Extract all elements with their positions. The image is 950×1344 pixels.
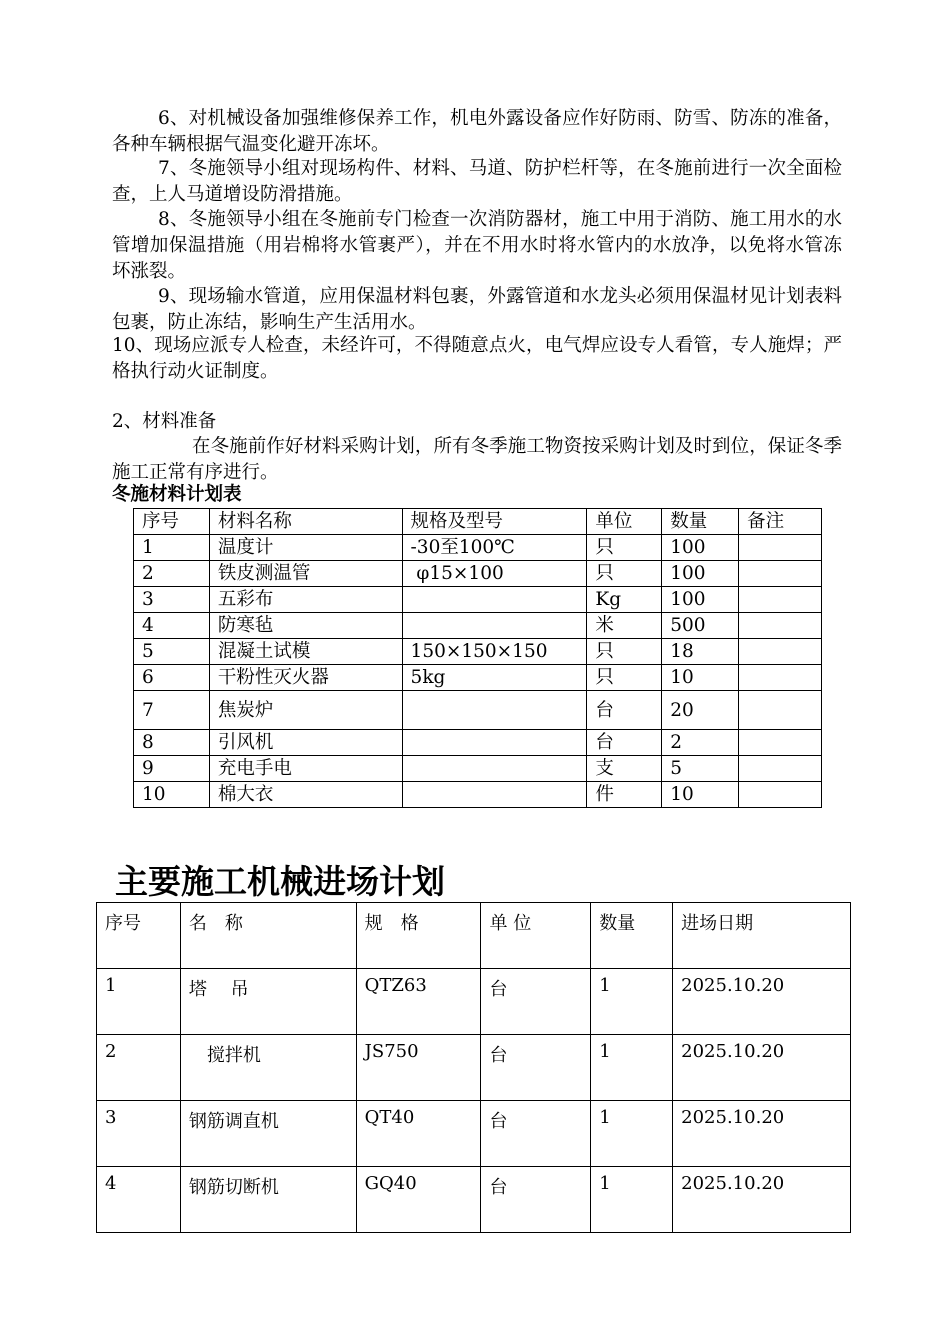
materials-row bbox=[134, 639, 822, 665]
materials-cell: Kg bbox=[587, 587, 662, 613]
machinery-cell: 台 bbox=[481, 969, 591, 1035]
machinery-cell: GQ40 bbox=[356, 1167, 481, 1233]
materials-cell: 100 bbox=[662, 561, 739, 587]
materials-row bbox=[134, 756, 822, 782]
machinery-cell: QTZ63 bbox=[356, 969, 481, 1035]
materials-cell: 引风机 bbox=[209, 730, 402, 756]
materials-cell: 10 bbox=[134, 782, 210, 808]
materials-cell: 6 bbox=[134, 665, 210, 691]
materials-cell: 7 bbox=[134, 691, 210, 730]
machinery-cell: 1 bbox=[591, 1035, 673, 1101]
materials-cell: 焦炭炉 bbox=[209, 691, 402, 730]
materials-cell bbox=[402, 613, 587, 639]
machinery-header-cell: 规 格 bbox=[356, 903, 481, 969]
machinery-cell: 3 bbox=[97, 1101, 181, 1167]
machinery-row bbox=[97, 969, 851, 1035]
materials-cell bbox=[739, 691, 822, 730]
materials-cell bbox=[739, 639, 822, 665]
materials-cell: 温度计 bbox=[209, 535, 402, 561]
materials-cell: 1 bbox=[134, 535, 210, 561]
materials-cell: 100 bbox=[662, 535, 739, 561]
materials-table bbox=[133, 508, 822, 808]
materials-header-cell: 单位 bbox=[587, 509, 662, 535]
materials-row bbox=[134, 730, 822, 756]
machinery-header-cell: 单 位 bbox=[481, 903, 591, 969]
materials-cell: 10 bbox=[662, 665, 739, 691]
materials-cell: 五彩布 bbox=[209, 587, 402, 613]
materials-cell: 只 bbox=[587, 639, 662, 665]
materials-row bbox=[134, 691, 822, 730]
materials-cell bbox=[739, 782, 822, 808]
machinery-cell: 搅拌机 bbox=[180, 1035, 356, 1101]
paragraph-8: 8、冬施领导小组在冬施前专门检查一次消防器材，施工中用于消防、施工用水的水管增加保温措施（用岩棉将水管裹严），并在不用水时将水管内的水放净，以免将水管冻坏涨裂。 bbox=[112, 209, 842, 282]
materials-table-title: 冬施材料计划表 bbox=[112, 484, 242, 505]
materials-cell bbox=[402, 730, 587, 756]
machinery-header-cell: 进场日期 bbox=[673, 903, 851, 969]
materials-cell bbox=[739, 587, 822, 613]
materials-cell: 18 bbox=[662, 639, 739, 665]
machinery-cell: JS750 bbox=[356, 1035, 481, 1101]
materials-row bbox=[134, 535, 822, 561]
materials-cell: 150×150×150 bbox=[402, 639, 587, 665]
materials-cell bbox=[402, 756, 587, 782]
materials-cell: 3 bbox=[134, 587, 210, 613]
materials-row bbox=[134, 613, 822, 639]
materials-cell: 棉大衣 bbox=[209, 782, 402, 808]
machinery-cell: 1 bbox=[591, 1167, 673, 1233]
materials-header-cell: 规格及型号 bbox=[402, 509, 587, 535]
machinery-cell: 钢筋调直机 bbox=[180, 1101, 356, 1167]
materials-cell bbox=[402, 782, 587, 808]
paragraph-7: 7、冬施领导小组对现场构件、材料、马道、防护栏杆等，在冬施前进行一次全面检查，上人马道增设防滑措施。 bbox=[112, 158, 842, 205]
materials-table-body bbox=[134, 509, 822, 808]
materials-row bbox=[134, 782, 822, 808]
materials-cell: 2 bbox=[134, 561, 210, 587]
materials-cell: 混凝土试模 bbox=[209, 639, 402, 665]
paragraph-10: 10、现场应派专人检查，未经许可，不得随意点火，电气焊应设专人看管，专人施焊；严格执行动火证制度。 bbox=[112, 335, 842, 382]
machinery-header-cell: 数量 bbox=[591, 903, 673, 969]
materials-row bbox=[134, 665, 822, 691]
machinery-cell: 1 bbox=[591, 1101, 673, 1167]
machinery-cell: 2025.10.20 bbox=[673, 1101, 851, 1167]
machinery-cell: 2025.10.20 bbox=[673, 969, 851, 1035]
materials-cell: 9 bbox=[134, 756, 210, 782]
materials-cell bbox=[739, 665, 822, 691]
materials-cell: 只 bbox=[587, 665, 662, 691]
materials-row bbox=[134, 587, 822, 613]
materials-cell: 台 bbox=[587, 691, 662, 730]
machinery-table-title: 主要施工机械进场计划 bbox=[115, 862, 445, 901]
materials-cell: 防寒毡 bbox=[209, 613, 402, 639]
machinery-cell: 1 bbox=[97, 969, 181, 1035]
materials-cell: 4 bbox=[134, 613, 210, 639]
paragraph-6: 6、对机械设备加强维修保养工作，机电外露设备应作好防雨、防雪、防冻的准备，各种车辆根据气温变化避开冻坏。 bbox=[112, 108, 842, 155]
machinery-cell: 2025.10.20 bbox=[673, 1167, 851, 1233]
materials-cell: 件 bbox=[587, 782, 662, 808]
materials-header-row bbox=[134, 509, 822, 535]
materials-cell bbox=[739, 730, 822, 756]
machinery-cell: 4 bbox=[97, 1167, 181, 1233]
materials-cell: 5 bbox=[662, 756, 739, 782]
machinery-cell: 台 bbox=[481, 1035, 591, 1101]
machinery-cell: 钢筋切断机 bbox=[180, 1167, 356, 1233]
materials-cell: 2 bbox=[662, 730, 739, 756]
machinery-cell: QT40 bbox=[356, 1101, 481, 1167]
machinery-cell: 2 bbox=[97, 1035, 181, 1101]
materials-cell bbox=[739, 756, 822, 782]
materials-cell: 干粉性灭火器 bbox=[209, 665, 402, 691]
materials-cell: 米 bbox=[587, 613, 662, 639]
paragraph-9: 9、现场输水管道，应用保温材料包裹，外露管道和水龙头必须用保温材见计划表料包裹，防止冻结，影响生产生活用水。 bbox=[112, 286, 842, 333]
materials-header-cell: 材料名称 bbox=[209, 509, 402, 535]
machinery-row bbox=[97, 1035, 851, 1101]
materials-cell: 5 bbox=[134, 639, 210, 665]
machinery-header-cell: 序号 bbox=[97, 903, 181, 969]
materials-header-cell: 备注 bbox=[739, 509, 822, 535]
materials-cell: 5kg bbox=[402, 665, 587, 691]
machinery-header-row bbox=[97, 903, 851, 969]
section-heading-materials: 2、材料准备 bbox=[112, 411, 217, 432]
materials-cell: 只 bbox=[587, 561, 662, 587]
materials-cell: 支 bbox=[587, 756, 662, 782]
machinery-row bbox=[97, 1101, 851, 1167]
materials-cell bbox=[739, 561, 822, 587]
machinery-cell: 塔 吊 bbox=[180, 969, 356, 1035]
machinery-table bbox=[96, 902, 851, 1233]
materials-row bbox=[134, 561, 822, 587]
materials-cell bbox=[402, 691, 587, 730]
section-text-materials: 在冬施前作好材料采购计划，所有冬季施工物资按采购计划及时到位，保证冬季施工正常有序进行。 bbox=[112, 436, 842, 483]
machinery-cell: 台 bbox=[481, 1101, 591, 1167]
materials-cell: 500 bbox=[662, 613, 739, 639]
materials-cell: 20 bbox=[662, 691, 739, 730]
materials-cell bbox=[402, 587, 587, 613]
machinery-table-body bbox=[97, 903, 851, 1233]
materials-cell: 铁皮测温管 bbox=[209, 561, 402, 587]
materials-header-cell: 数量 bbox=[662, 509, 739, 535]
materials-cell bbox=[739, 535, 822, 561]
materials-cell: 100 bbox=[662, 587, 739, 613]
materials-cell: 只 bbox=[587, 535, 662, 561]
machinery-header-cell: 名 称 bbox=[180, 903, 356, 969]
machinery-cell: 1 bbox=[591, 969, 673, 1035]
machinery-cell: 2025.10.20 bbox=[673, 1035, 851, 1101]
materials-cell: -30至100℃ bbox=[402, 535, 587, 561]
materials-cell: φ15×100 bbox=[402, 561, 587, 587]
materials-cell: 充电手电 bbox=[209, 756, 402, 782]
materials-header-cell: 序号 bbox=[134, 509, 210, 535]
machinery-row bbox=[97, 1167, 851, 1233]
materials-cell: 10 bbox=[662, 782, 739, 808]
materials-cell bbox=[739, 613, 822, 639]
materials-cell: 8 bbox=[134, 730, 210, 756]
machinery-cell: 台 bbox=[481, 1167, 591, 1233]
materials-cell: 台 bbox=[587, 730, 662, 756]
